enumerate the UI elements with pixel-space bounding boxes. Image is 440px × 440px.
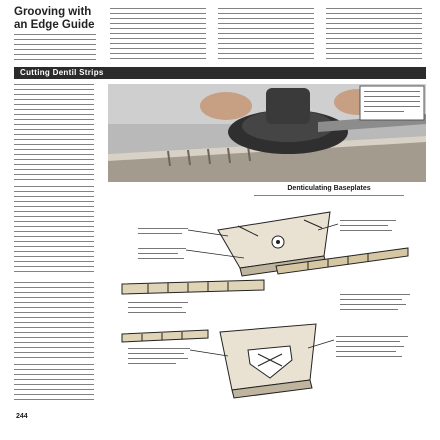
paragraph [14, 282, 94, 358]
paragraph [14, 84, 94, 180]
paragraph [14, 186, 94, 276]
title-block [14, 6, 100, 32]
router-photo [108, 84, 426, 182]
page-title-line-2: an Edge Guide [14, 19, 95, 31]
section-heading: Cutting Dentil Strips [20, 68, 104, 77]
page-title-line-1: Grooving with [14, 6, 92, 18]
diagram-subtitle [254, 195, 404, 199]
page-number: 244 [16, 413, 28, 420]
body-text-left-column [14, 84, 94, 400]
baseplate-diagram [108, 184, 426, 402]
router-photo-illustration [108, 84, 426, 182]
diagram-title: Denticulating Baseplates [287, 185, 371, 192]
paragraph [14, 364, 94, 400]
diagram-caption [232, 184, 426, 199]
title-intro-text [14, 34, 96, 60]
body-text-column-3 [218, 8, 314, 60]
baseplate-drawings [108, 184, 426, 402]
book-page [14, 0, 426, 440]
section-heading-bar [14, 67, 426, 79]
body-text-column-4 [326, 8, 422, 60]
body-text-column-2 [110, 8, 206, 60]
